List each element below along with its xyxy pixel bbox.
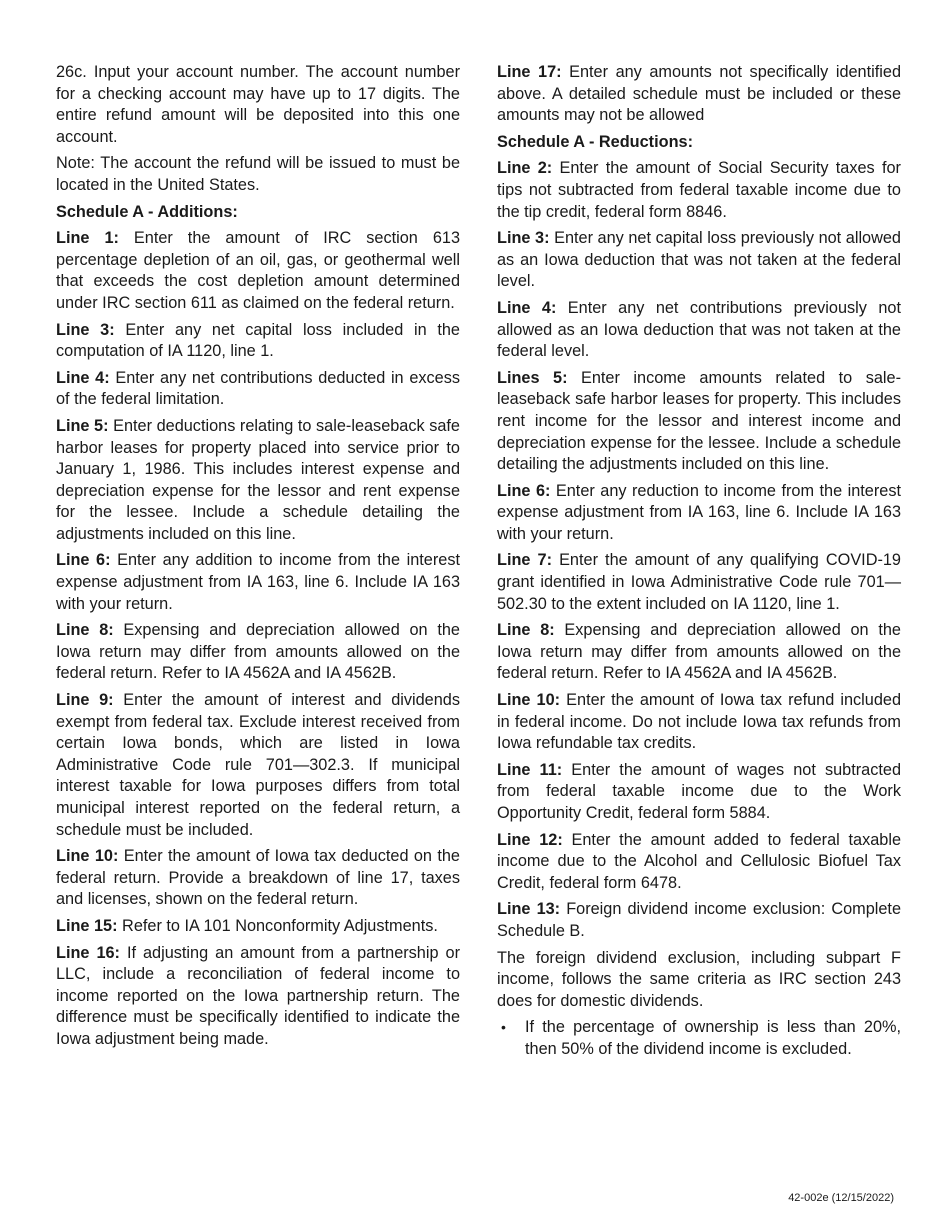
instruction-line-5	[56, 416, 460, 546]
line-label: Line 2:	[497, 159, 553, 178]
instruction-text: Expensing and depreciation allowed on the Iowa return may differ from amounts allowed on the federal return. Refer to IA 4562A and IA 4562B.	[56, 621, 460, 683]
instruction-text: Enter income amounts related to sale-leaseback safe harbor leases for property. This includes rent income for the lessor and interest income and depreciation expense for the lessee. Include a schedule detailing the adjustments included on this line.	[497, 368, 901, 474]
line-label: Line 3:	[56, 320, 115, 339]
instruction-text: Expensing and depreciation allowed on the Iowa return may differ from amounts allowed on the federal return. Refer to IA 4562A and IA 4562B.	[497, 621, 901, 683]
line-label: Line 8:	[56, 621, 114, 640]
paragraph	[497, 948, 901, 1013]
line-label: Line 4:	[56, 368, 110, 387]
instruction-text: Enter the amount of Iowa tax deducted on the federal return. Provide a breakdown of line 17, taxes and licenses, shown on the federal return.	[56, 847, 460, 909]
instruction-text: Enter any amounts not specifically identified above. A detailed schedule must be included or these amounts may not be allowed	[497, 63, 901, 125]
line-label: Line 8:	[497, 621, 555, 640]
instruction-line-3	[497, 228, 901, 293]
right-column	[497, 62, 901, 1066]
line-label: Line 10:	[497, 691, 561, 710]
paragraph	[56, 62, 460, 148]
instruction-line-6	[56, 550, 460, 615]
instruction-text: Enter the amount added to federal taxable income due to the Alcohol and Cellulosic Biofuel Tax Credit, federal form 6478.	[497, 830, 902, 892]
instruction-text: Enter any reduction to income from the interest expense adjustment from IA 163, line 6. Include IA 163 with your return.	[497, 481, 901, 543]
instruction-text: Enter the amount of any qualifying COVID-19 grant identified in Iowa Administrative Code rule 701—502.30 to the extent included on IA 1120, line 1.	[497, 551, 901, 613]
line-label: Line 3:	[497, 229, 550, 248]
form-number-footer: 42-002e (12/15/2022)	[788, 1192, 894, 1204]
instruction-line-17	[497, 62, 901, 127]
line-label: Line 15:	[56, 916, 118, 935]
instruction-line-8	[56, 620, 460, 685]
instruction-line-3	[56, 320, 460, 363]
instruction-text: Enter the amount of interest and dividends exempt from federal tax. Exclude interest received from certain Iowa bonds, which are listed in Iowa Administrative Code rule 701—302.3. If municipal interest taxable for Iowa purposes differs from total municipal interest reported on the federal return, a schedule must be included.	[56, 691, 460, 839]
instruction-text: Enter any net contributions deducted in excess of the federal limitation.	[56, 368, 460, 409]
instruction-line-1	[56, 228, 460, 314]
bullet-item	[497, 1017, 901, 1060]
line-label: Line 1:	[56, 229, 119, 248]
instruction-line-12	[497, 830, 901, 895]
line-label: Line 4:	[497, 298, 557, 317]
line-label: Line 13:	[497, 900, 561, 919]
instruction-text: Enter any net capital loss included in the computation of IA 1120, line 1.	[56, 320, 460, 361]
instruction-line-9	[56, 690, 460, 841]
right-column-paragraphs	[497, 62, 901, 1012]
line-label: Line 5:	[56, 416, 109, 435]
line-label: Line 12:	[497, 830, 563, 849]
line-label: Line 16:	[56, 943, 120, 962]
line-label: Line 11:	[497, 760, 563, 779]
instruction-line-10	[497, 690, 901, 755]
instruction-text: Enter the amount of Social Security taxes for tips not subtracted from federal taxable income due to the tip credit, federal form 8846.	[497, 159, 901, 221]
instruction-text: 26c. Input your account number. The account number for a checking account may have up to 17 digits. The entire refund amount will be deposited into this one account.	[56, 63, 460, 146]
section-heading: Schedule A - Reductions:	[497, 132, 693, 151]
instruction-line-11	[497, 760, 901, 825]
paragraph	[56, 153, 460, 196]
line-label: Line 6:	[56, 551, 111, 570]
instruction-text: Note: The account the refund will be issued to must be located in the United States.	[56, 154, 460, 194]
instruction-text: Enter any net capital loss previously not allowed as an Iowa deduction that was not taken at the federal level.	[497, 229, 901, 291]
instruction-line-7	[497, 550, 901, 615]
bullet-text: If the percentage of ownership is less than 20%, then 50% of the dividend income is excluded.	[525, 1018, 901, 1058]
instruction-line-4	[56, 368, 460, 411]
line-label: Line 6:	[497, 481, 551, 500]
instruction-text: Refer to IA 101 Nonconformity Adjustments.	[117, 916, 438, 935]
instruction-text: Enter the amount of IRC section 613 percentage depletion of an oil, gas, or geothermal well that exceeds the cost depletion amount determined under IRC section 611 as claimed on the federal return.	[56, 229, 460, 312]
instruction-line-10	[56, 846, 460, 911]
line-label: Line 17:	[497, 63, 562, 81]
line-label: Line 10:	[56, 847, 119, 866]
line-label: Lines 5:	[497, 368, 568, 387]
instruction-text: Enter the amount of wages not subtracted from federal taxable income due to the Work Opportunity Credit, federal form 5884.	[497, 760, 901, 822]
instruction-line-2	[497, 158, 901, 223]
bullet-list	[497, 1017, 901, 1060]
instruction-line-4	[497, 298, 901, 363]
instruction-line-16	[56, 943, 460, 1051]
instruction-line-8	[497, 620, 901, 685]
bullet-icon: •	[501, 1019, 506, 1036]
instruction-text: Enter the amount of Iowa tax refund included in federal income. Do not include Iowa tax refunds from Iowa refundable tax credits.	[497, 691, 901, 753]
instruction-line-13	[497, 899, 901, 942]
instruction-line-6	[497, 481, 901, 546]
instruction-text: If adjusting an amount from a partnership or LLC, include a reconciliation of federal income to income reported on the Iowa partnership return. The difference must be specifically identified to indicate the Iowa adjustment being made.	[56, 943, 460, 1048]
instruction-text: Enter any addition to income from the interest expense adjustment from IA 163, line 6. Include IA 163 with your return.	[56, 551, 460, 613]
line-label: Line 9:	[56, 691, 114, 710]
instruction-line-15	[56, 916, 460, 938]
left-column	[56, 62, 460, 1056]
section-heading: Schedule A - Additions:	[56, 202, 238, 221]
instruction-text: Foreign dividend income exclusion: Complete Schedule B.	[497, 900, 901, 940]
instruction-text: The foreign dividend exclusion, including subpart F income, follows the same criteria as IRC section 243 does for domestic dividends.	[497, 948, 901, 1010]
instruction-lines-5	[497, 368, 901, 476]
instruction-text: Enter any net contributions previously not allowed as an Iowa deduction that was not taken at the federal level.	[497, 298, 901, 361]
instruction-text: Enter deductions relating to sale-leaseback safe harbor leases for property placed into service prior to January 1, 1986. This includes interest expense and depreciation expense for the lessor and rent expense for the lessee. Include a schedule detailing the adjustments included on this line.	[56, 416, 460, 543]
line-label: Line 7:	[497, 551, 553, 570]
